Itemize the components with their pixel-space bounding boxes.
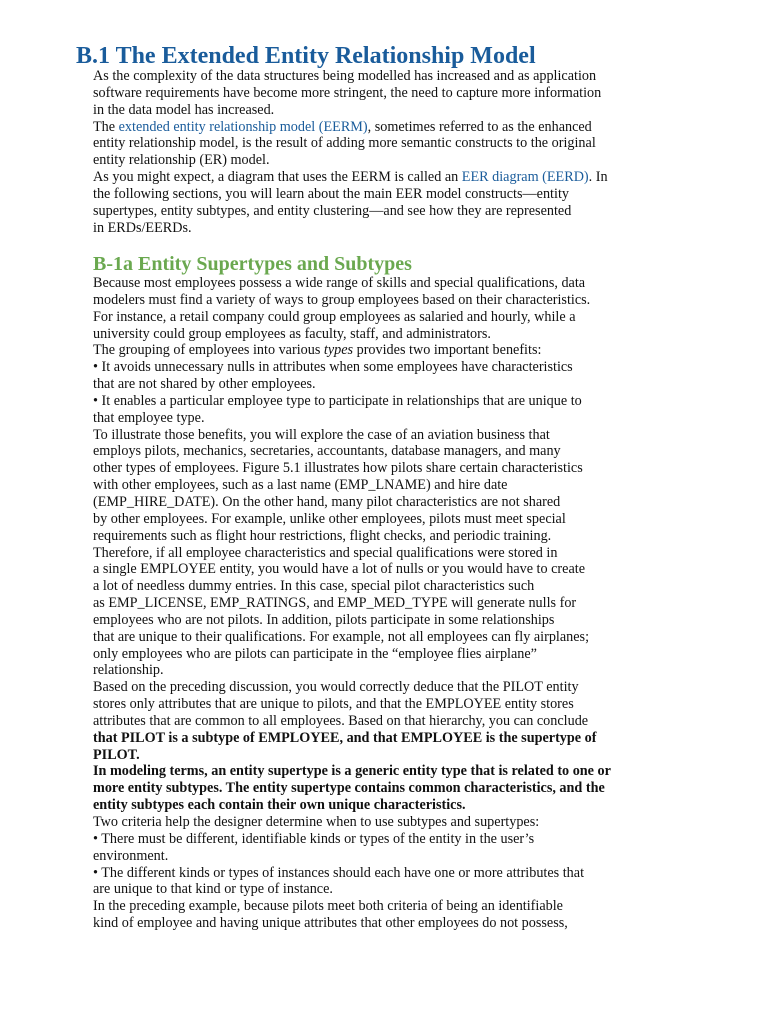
text-line: kind of employee and having unique attributes that other employees do not possess, <box>93 915 568 932</box>
text-line: entity relationship (ER) model. <box>93 152 270 169</box>
text-line: in the data model has increased. <box>93 101 275 118</box>
text-line: software requirements have become more stringent, the need to capture more information <box>93 84 602 101</box>
page-title: B.1 The Extended Entity Relationship Model <box>76 43 536 69</box>
text-line: with other employees, such as a last name (EMP_LNAME) and hire date <box>93 477 508 494</box>
emphasis-text: types <box>323 342 354 359</box>
text-line: Based on the preceding discussion, you would correctly deduce that the PILOT entity <box>93 679 579 696</box>
bold-text-line: entity subtypes each contain their own unique characteristics. <box>93 797 466 814</box>
text-line: university could group employees as faculty, staff, and administrators. <box>93 325 491 342</box>
text-run: provides two important benefits: <box>353 342 542 359</box>
list-item-continued: that employee type. <box>93 409 205 426</box>
text-line: a single EMPLOYEE entity, you would have a lot of nulls or you would have to create <box>93 561 585 578</box>
text-line: a lot of needless dummy entries. In this case, special pilot characteristics such <box>93 578 535 595</box>
text-line: (EMP_HIRE_DATE). On the other hand, many pilot characteristics are not shared <box>93 493 561 510</box>
text-line: Therefore, if all employee characteristics and special qualifications were stored in <box>93 544 558 561</box>
text-line: To illustrate those benefits, you will explore the case of an aviation business that <box>93 426 550 443</box>
text-line: as EMP_LICENSE, EMP_RATINGS, and EMP_MED_TYPE will generate nulls for <box>93 595 577 612</box>
text-line <box>93 342 693 359</box>
text-run: , sometimes referred to as the enhanced <box>367 118 592 135</box>
benefits-list <box>93 359 693 426</box>
bold-text-line: more entity subtypes. The entity supertype contains common characteristics, and the <box>93 780 605 797</box>
section-paragraph-3 <box>93 427 693 680</box>
text-line: by other employees. For example, unlike other employees, pilots must meet special <box>93 510 566 527</box>
criteria-paragraph <box>93 814 693 932</box>
list-item-continued: environment. <box>93 847 169 864</box>
text-line: In the preceding example, because pilots meet both criteria of being an identifiable <box>93 898 563 915</box>
text-line: supertypes, entity subtypes, and entity clustering—and see how they are represented <box>93 202 572 219</box>
text-run: The grouping of employees into various <box>93 342 324 359</box>
list-item: • It avoids unnecessary nulls in attributes when some employees have characteristics <box>93 359 573 376</box>
text-line: stores only attributes that are unique to pilots, and that the EMPLOYEE entity stores <box>93 696 574 713</box>
section-body <box>93 275 693 932</box>
text-run: . In <box>588 169 608 186</box>
text-line: entity relationship model, is the result of adding more semantic constructs to the original <box>93 135 596 152</box>
eerm-link[interactable]: extended entity relationship model (EERM) <box>118 118 368 135</box>
list-item: • It enables a particular employee type to participate in relationships that are unique to <box>93 392 582 409</box>
definition-paragraph <box>93 763 693 814</box>
text-line: employees who are not pilots. In addition, pilots participate in some relationships <box>93 611 555 628</box>
text-line: relationship. <box>93 662 164 679</box>
section-paragraph-2 <box>93 342 693 359</box>
text-line: other types of employees. Figure 5.1 illustrates how pilots share certain characteristics <box>93 460 583 477</box>
intro-paragraph-1 <box>93 68 693 119</box>
text-line <box>93 169 693 186</box>
text-line: modelers must find a variety of ways to group employees based on their characteristics. <box>93 291 591 308</box>
text-run: As you might expect, a diagram that uses the EERM is called an <box>93 169 462 186</box>
text-line: For instance, a retail company could group employees as salaried and hourly, while a <box>93 308 576 325</box>
bold-text-line: PILOT. <box>93 746 140 763</box>
text-line: attributes that are common to all employees. Based on that hierarchy, you can conclude <box>93 712 589 729</box>
eerd-link[interactable]: EER diagram (EERD) <box>461 169 589 186</box>
list-item: • The different kinds or types of instances should each have one or more attributes that <box>93 864 585 881</box>
text-line: Two criteria help the designer determine when to use subtypes and supertypes: <box>93 814 540 830</box>
section-paragraph-1 <box>93 275 693 342</box>
text-line: employs pilots, mechanics, secretaries, accountants, database managers, and many <box>93 443 561 460</box>
text-line: the following sections, you will learn about the main EER model constructs—entity <box>93 185 569 202</box>
text-line: that are unique to their qualifications. For example, not all employees can fly airplanes; <box>93 628 590 645</box>
text-run: The <box>93 118 119 135</box>
text-line: only employees who are pilots can participate in the “employee flies airplane” <box>93 645 537 662</box>
list-item: • There must be different, identifiable kinds or types of the entity in the user’s <box>93 830 535 847</box>
text-line: requirements such as flight hour restrictions, flight checks, and periodic training. <box>93 527 552 544</box>
text-line: in ERDs/EERDs. <box>93 219 192 236</box>
text-line: As the complexity of the data structures being modelled has increased and as application <box>93 68 597 84</box>
section-heading: B-1a Entity Supertypes and Subtypes <box>93 253 412 275</box>
intro-paragraph-3 <box>93 169 693 236</box>
intro-section <box>93 68 693 236</box>
bold-text-line: In modeling terms, an entity supertype is a generic entity type that is related to one or <box>93 763 611 780</box>
list-item-continued: are unique to that kind or type of instance. <box>93 881 333 898</box>
text-line: Because most employees possess a wide range of skills and special qualifications, data <box>93 275 586 291</box>
intro-paragraph-2 <box>93 119 693 170</box>
list-item-continued: that are not shared by other employees. <box>93 376 316 393</box>
text-line <box>93 119 693 136</box>
section-paragraph-4 <box>93 679 693 763</box>
bold-text-line: that PILOT is a subtype of EMPLOYEE, and that EMPLOYEE is the supertype of <box>93 729 597 746</box>
